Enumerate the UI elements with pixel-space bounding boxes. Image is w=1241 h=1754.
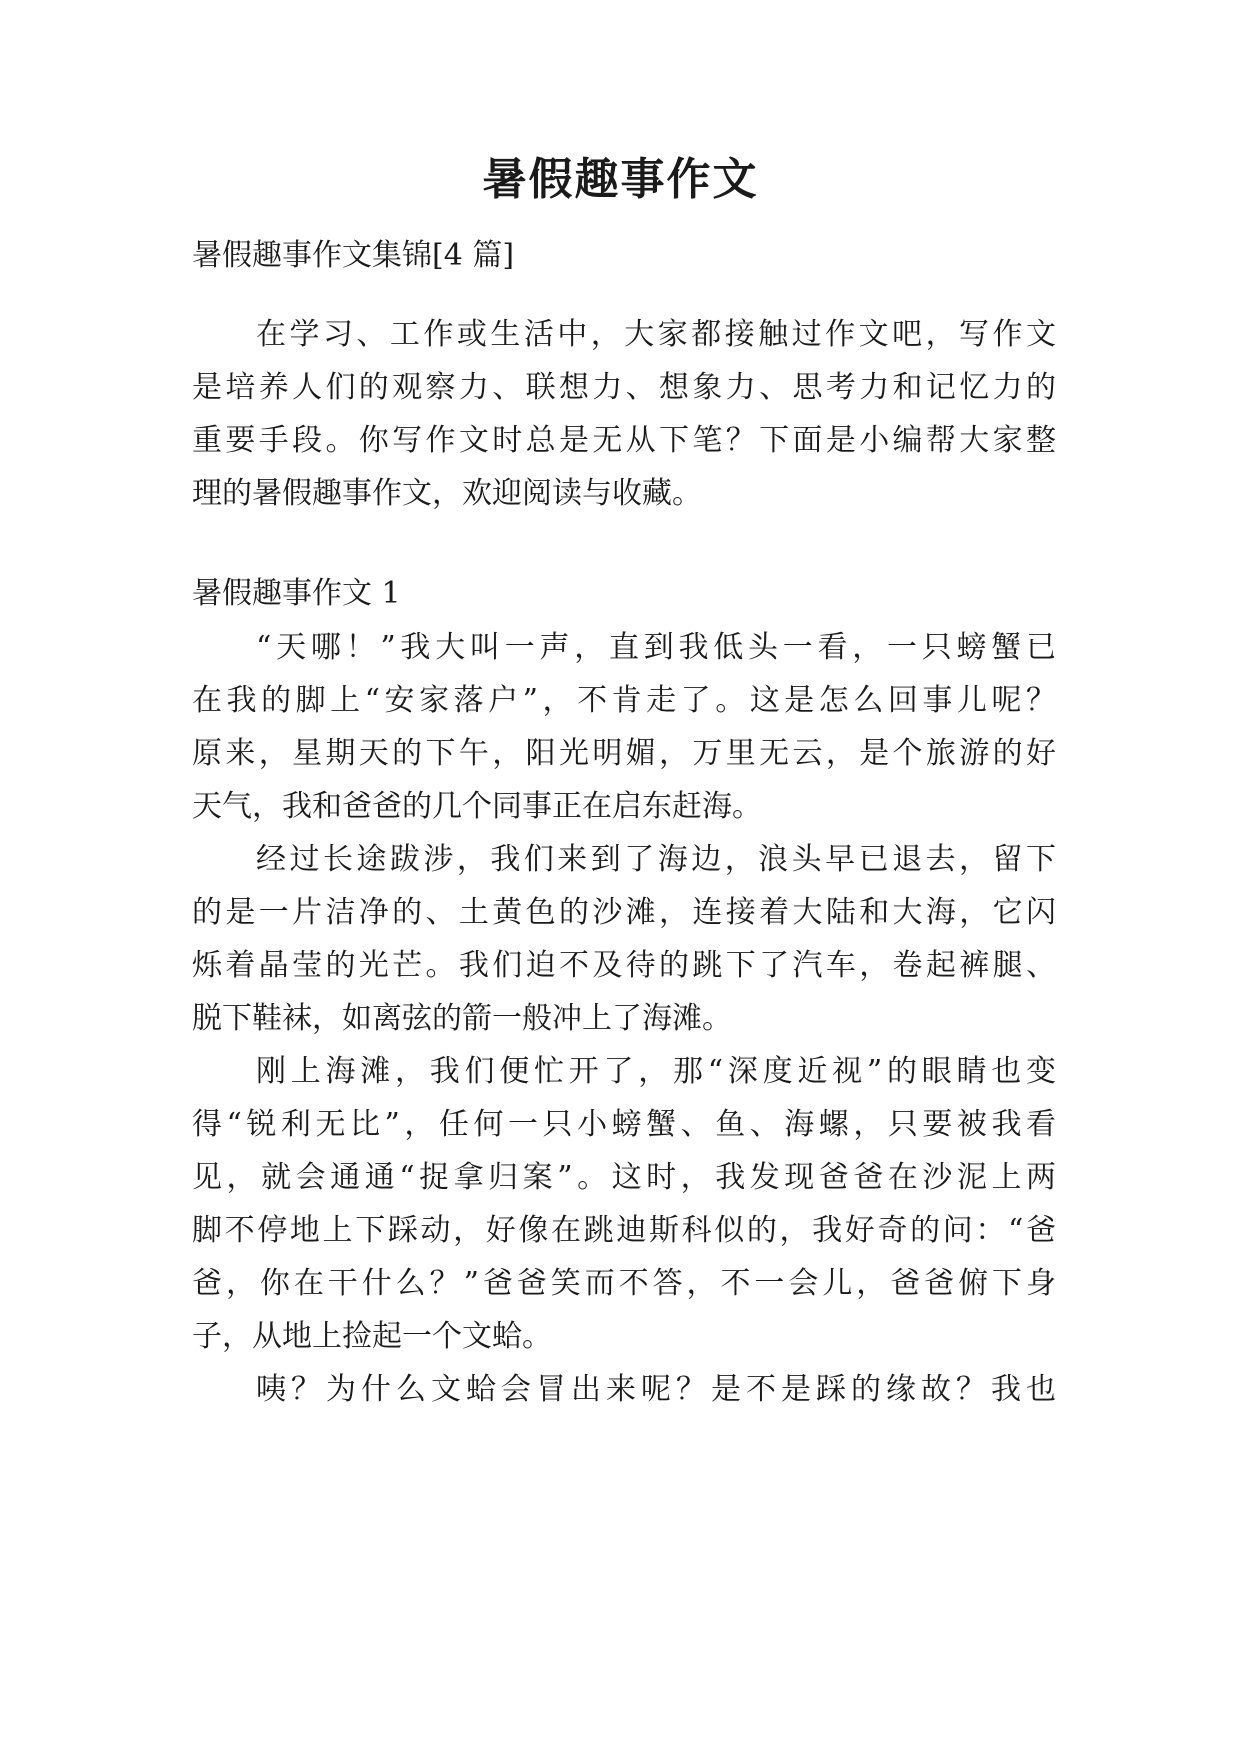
- essay-1-line-6: 的是一片洁净的、土黄色的沙滩，连接着大陆和大海，它闪: [192, 895, 1056, 930]
- intro-line-3: 重要手段。你写作文时总是无从下笔？下面是小编帮大家整: [192, 423, 1056, 458]
- document-title: 暑假趣事作文: [482, 154, 759, 205]
- essay-1-line-1: “天哪！”我大叫一声，直到我低头一看，一只螃蟹已: [256, 630, 1056, 665]
- essay-1-line-2: 在我的脚上“安家落户”，不肯走了。这是怎么回事儿呢？: [192, 683, 1056, 718]
- essay-1-line-10: 得“锐利无比”，任何一只小螃蟹、鱼、海螺，只要被我看: [192, 1107, 1056, 1142]
- essay-1-line-9: 刚上海滩，我们便忙开了，那“深度近视”的眼睛也变: [256, 1054, 1056, 1089]
- intro-line-2: 是培养人们的观察力、联想力、想象力、思考力和记忆力的: [192, 370, 1056, 405]
- essay-1-line-12: 脚不停地上下踩动，好像在跳迪斯科似的，我好奇的问：“爸: [192, 1213, 1056, 1248]
- essay-1-heading: 暑假趣事作文 1: [192, 576, 401, 611]
- intro-line-1: 在学习、工作或生活中，大家都接触过作文吧，写作文: [256, 317, 1056, 352]
- essay-1-line-13: 爸，你在干什么？”爸爸笑而不答，不一会儿，爸爸俯下身: [192, 1266, 1056, 1301]
- essay-1-line-5: 经过长途跋涉，我们来到了海边，浪头早已退去，留下: [256, 842, 1056, 877]
- essay-1-line-15: 咦？为什么文蛤会冒出来呢？是不是踩的缘故？我也: [256, 1372, 1056, 1407]
- essay-1-line-11: 见，就会通通“捉拿归案”。这时，我发现爸爸在沙泥上两: [192, 1160, 1056, 1195]
- essay-1-line-8: 脱下鞋袜，如离弦的箭一般冲上了海滩。: [192, 1001, 732, 1036]
- intro-line-4: 理的暑假趣事作文，欢迎阅读与收藏。: [192, 476, 702, 511]
- essay-1-line-14: 子，从地上捡起一个文蛤。: [192, 1319, 552, 1354]
- essay-1-line-7: 烁着晶莹的光芒。我们迫不及待的跳下了汽车，卷起裤腿、: [192, 948, 1056, 983]
- collection-subtitle: 暑假趣事作文集锦[4 篇]: [192, 238, 515, 273]
- essay-1-line-4: 天气，我和爸爸的几个同事正在启东赶海。: [192, 789, 762, 824]
- essay-1-line-3: 原来，星期天的下午，阳光明媚，万里无云，是个旅游的好: [192, 736, 1056, 771]
